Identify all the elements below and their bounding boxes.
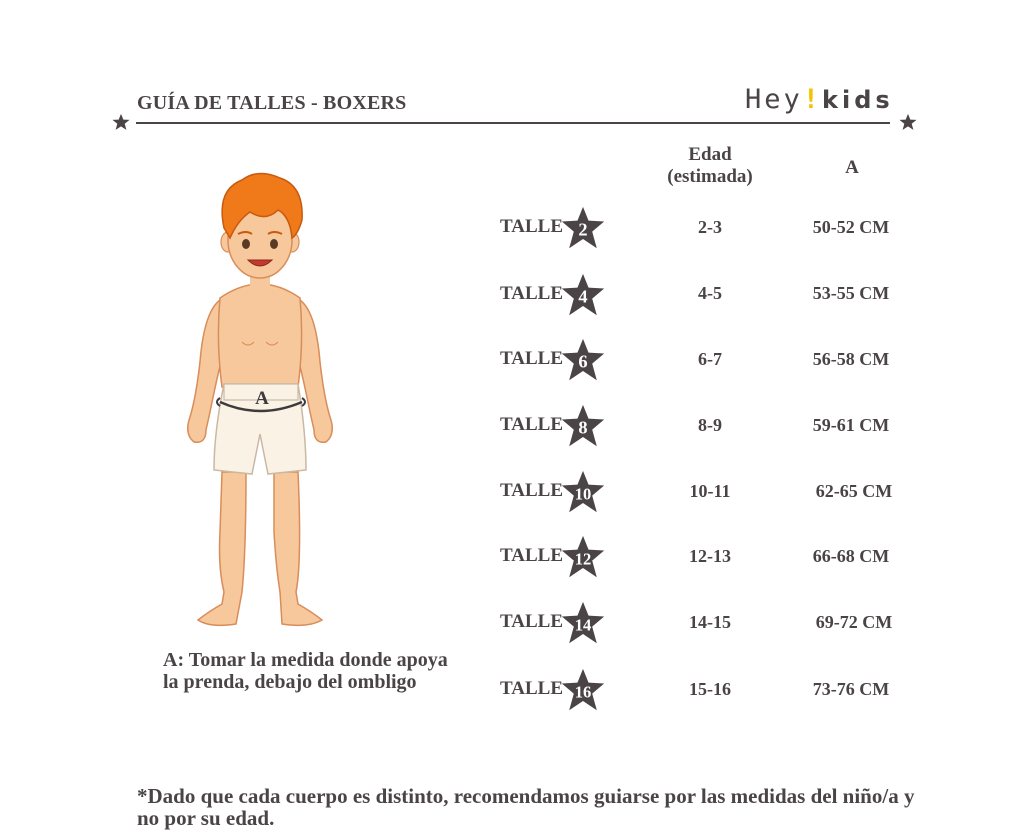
star-right-icon [899, 113, 917, 131]
row-age: 10-11 [689, 481, 731, 501]
row-measure: 53-55 CM [812, 283, 890, 303]
row-prefix: TALLE [500, 545, 564, 566]
age-header-line2: (estimada) [667, 166, 753, 187]
size-number: 6 [578, 351, 588, 372]
age-column-header [648, 144, 772, 188]
size-star-icon [560, 272, 606, 318]
footer-disclaimer: *Dado que cada cuerpo es distinto, recomendamos guiarse por las medidas del niño/a y no por su edad. [137, 784, 915, 830]
measurement-note: A: Tomar la medida donde apoya la prenda, debajo del ombligo [163, 649, 448, 693]
size-star-icon [560, 403, 606, 449]
row-measure: 66-68 CM [812, 546, 890, 566]
row-measure: 59-61 CM [812, 415, 890, 435]
header-divider [136, 122, 890, 124]
brand-logo [745, 84, 894, 115]
row-measure: 56-58 CM [812, 349, 890, 369]
age-header-line1: Edad [688, 144, 732, 165]
row-prefix: TALLE [500, 611, 564, 632]
brand-part1: Hey [745, 84, 803, 115]
row-prefix: TALLE [500, 678, 564, 699]
row-measure: 50-52 CM [812, 217, 890, 237]
row-prefix: TALLE [500, 480, 564, 501]
size-star-icon [560, 667, 606, 713]
row-prefix: TALLE [500, 414, 564, 435]
kid-illustration [180, 172, 340, 632]
measure-column-header: A [845, 157, 859, 178]
size-number: 10 [574, 484, 592, 504]
size-star-icon [560, 534, 606, 580]
row-age: 12-13 [689, 546, 731, 566]
row-age: 4-5 [698, 283, 722, 303]
size-number: 16 [574, 682, 592, 702]
size-star-icon [560, 205, 606, 251]
size-number: 14 [574, 615, 592, 635]
star-left-icon [112, 113, 130, 131]
row-age: 2-3 [698, 217, 722, 237]
size-star-icon [560, 337, 606, 383]
row-age: 8-9 [698, 415, 722, 435]
size-number: 8 [578, 417, 588, 438]
row-prefix: TALLE [500, 216, 564, 237]
brand-part2: kids [822, 86, 894, 114]
row-prefix: TALLE [500, 348, 564, 369]
size-star-icon [560, 469, 606, 515]
row-age: 6-7 [698, 349, 722, 369]
row-prefix: TALLE [500, 283, 564, 304]
row-measure: 62-65 CM [815, 481, 893, 501]
page-title: GUÍA DE TALLES - BOXERS [137, 92, 407, 114]
row-age: 15-16 [689, 679, 731, 699]
row-age: 14-15 [689, 612, 731, 632]
size-number: 2 [578, 219, 588, 240]
brand-bang: ! [802, 84, 823, 115]
size-star-icon [560, 600, 606, 646]
row-measure: 69-72 CM [815, 612, 893, 632]
size-number: 4 [578, 286, 588, 307]
size-number: 12 [574, 549, 592, 569]
row-measure: 73-76 CM [812, 679, 890, 699]
measure-label-a: A [255, 388, 269, 409]
